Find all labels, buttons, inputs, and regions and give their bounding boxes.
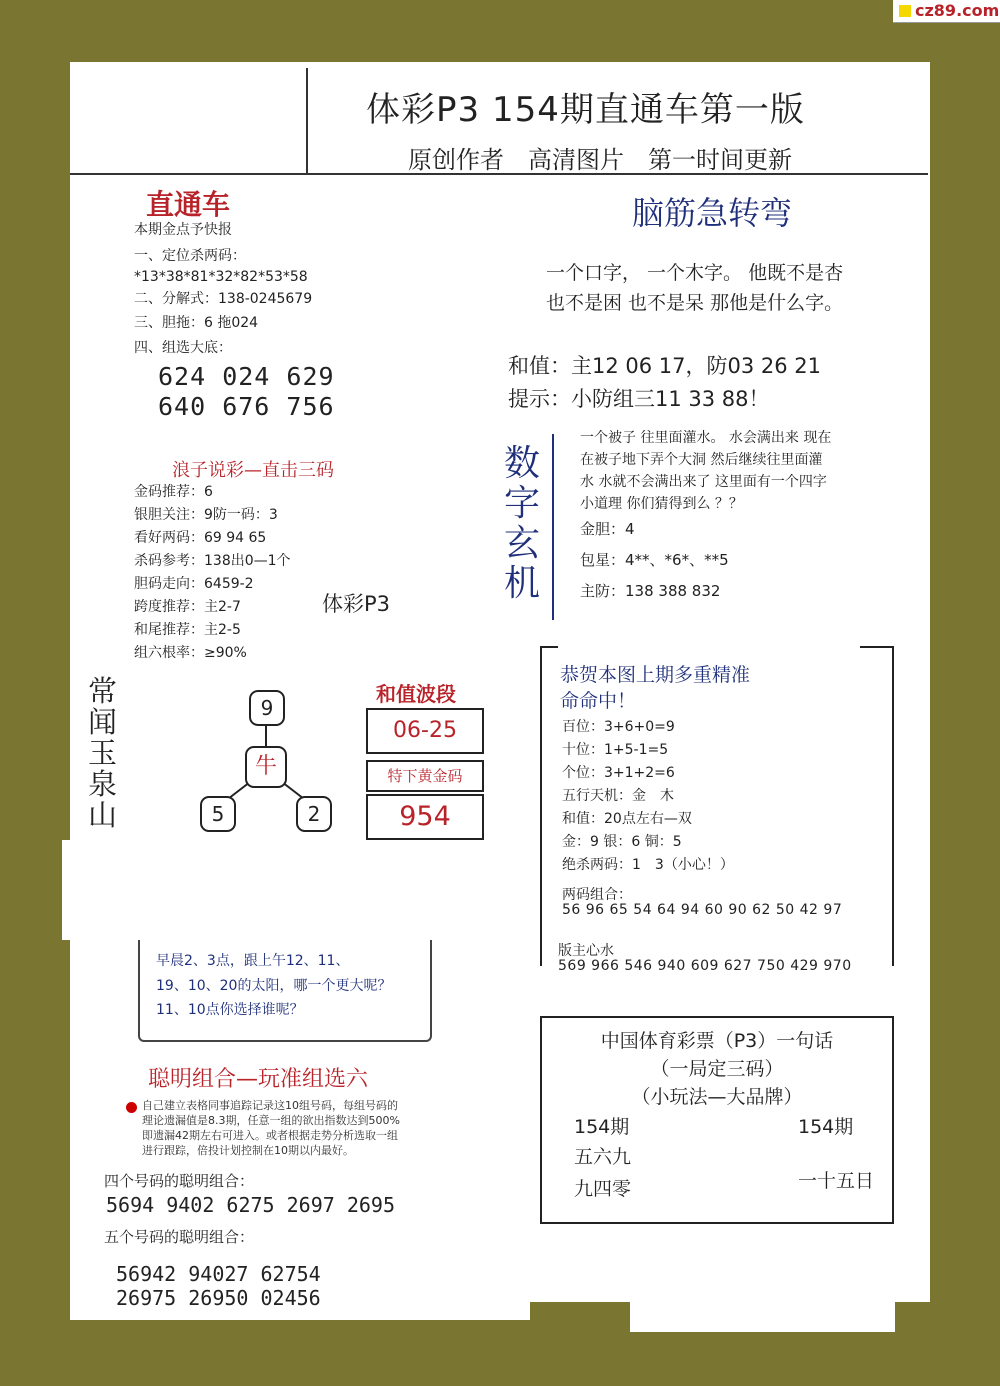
china-issue-right: 154期 [798,1116,854,1138]
badge-square-icon [899,5,911,17]
ztc-big-row1: 624 024 629 [158,362,335,391]
szxj-vertical: 数字玄机 [504,443,541,604]
china-line2: （一局定三码） [650,1058,784,1080]
lz-list [134,481,291,665]
congrats-title1: 恭贺本图上期多重精准 [560,664,751,686]
congrats-two-label: 两码组合： [562,887,632,903]
cm-five-label: 五个号码的聪明组合： [104,1228,255,1246]
congrats-item: 个位：3+1+2=6 [562,765,675,781]
congrats-item: 十位：1+5-1=5 [562,742,669,758]
gap-block [62,840,442,940]
ztc-line1-value: *13*38*81*32*82*53*58 [134,269,308,285]
lz-item: 杀码参考：138出0—1个 [134,553,291,569]
tri-top: 9 [249,690,285,726]
brain-q2: 也不是困 也不是呆 那他是什么字。 [546,292,844,314]
brain-tip: 提示：小防组三11 33 88！ [508,387,770,411]
lz-item: 和尾推荐：主2-5 [134,622,241,638]
szxj-text [580,427,831,515]
brain-hz: 和值：主12 06 17，防03 26 21 [508,354,822,378]
szxj-divider [552,434,554,620]
cm-five-row2: 26975 26950 02456 [116,1286,321,1310]
szxj-main: 主防：138 388 832 [580,582,721,600]
congrats-title2: 命命中！ [560,690,637,712]
page-title: 体彩P3 154期直通车第一版 [366,90,805,130]
congrats-item: 五行天机：金 木 [562,788,674,804]
congrats-item: 和值：20点左右—双 [562,811,692,827]
cm-four-label: 四个号码的聪明组合： [104,1172,255,1190]
china-b1: 一十五日 [798,1170,875,1192]
ztc-big-row2: 640 676 756 [158,392,335,421]
congrats-top-right [860,646,892,648]
p3-label: 体彩P3 [322,592,391,616]
hz-title: 和值波段 [376,682,456,706]
brain-q1: 一个口字， 一个木字。 他既不是杏 [546,262,844,284]
congrats-ban: 569 966 546 940 609 627 750 429 970 [558,958,852,974]
congrats-item: 百位：3+6+0=9 [562,719,675,735]
szxj-gold: 金胆：4 [580,520,635,538]
szxj-line: 小道理 你们猜得到么 ？？ [580,496,743,512]
page-subtitle: 原创作者 高清图片 第一时间更新 [408,146,792,174]
lz-title: 浪子说彩—直击三码 [172,460,334,481]
bullet-icon [126,1102,137,1113]
ztc-intro: 本期金点予快报 [134,222,232,238]
lz-item: 组六根率：≥90% [134,645,247,661]
cm-desc-line: 即遗漏42期左右可进入。或者根据走势分析选取一组 [142,1129,398,1142]
hz-special: 954 [366,794,484,840]
ztc-line1: 一、定位杀两码： [134,248,246,264]
cm-five-row1: 56942 94027 62754 [116,1262,321,1286]
lz-item: 胆码走向：6459-2 [134,576,254,592]
riddle-line1: 早晨2、3点，跟上午12、11、 [156,953,350,969]
congrats-top-left [540,646,558,648]
tri-right: 2 [296,796,332,832]
china-a1: 五六九 [574,1146,632,1168]
szxj-line: 水 水就不会满出来了 这里面有一个四字 [580,474,827,490]
lz-item: 银胆关注：9防一码：3 [134,507,278,523]
hz-range: 06-25 [366,708,484,754]
paper-right-bottom [630,1290,895,1332]
cm-title: 聪明组合—玩准组选六 [148,1067,369,1092]
china-line1: 中国体育彩票（P3）一句话 [600,1030,834,1052]
tri-center: 牛 [245,746,287,788]
hz-special-label: 特下黄金码 [366,760,484,792]
szxj-line: 在被子地下弄个大洞 然后继续往里面灌 [580,452,823,468]
cm-desc-line: 进行跟踪，倍投计划控制在10期以内最好。 [142,1144,354,1157]
badge-text: cz89.com [915,1,1000,20]
china-issue-left: 154期 [574,1116,630,1138]
tri-left: 5 [200,796,236,832]
congrats-item: 绝杀两码：1 3（小心！） [562,857,734,873]
congrats-list [562,716,734,877]
ztc-line4: 四、组选大底： [134,340,232,356]
lz-item: 跨度推荐：主2-7 [134,599,241,615]
vertical-left-text: 常闻玉泉山 [88,674,118,832]
congrats-two: 56 96 65 54 64 94 60 90 62 50 42 97 [562,902,843,918]
ztc-line3: 三、胆拖：6 拖024 [134,315,259,331]
cm-desc-line: 理论遗漏值是8.3期，任意一组的欲出指数达到500% [142,1114,400,1127]
cm-desc [142,1098,400,1158]
riddle-line2: 19、10、20的太阳，哪一个更大呢？ [156,978,392,994]
szxj-line: 一个被子 往里面灌水。 水会满出来 现在 [580,430,832,446]
site-badge[interactable] [893,0,1000,23]
cm-desc-line: 自己建立表格同事追踪记录这10组号码，每组号码的 [142,1099,398,1112]
china-a2: 九四零 [574,1178,632,1200]
szxj-star: 包星：4**、*6*、**5 [580,551,729,569]
ztc-line2: 二、分解式：138-0245679 [134,291,313,307]
lz-item: 金码推荐：6 [134,484,213,500]
ztc-title: 直通车 [146,188,231,221]
brain-title: 脑筋急转弯 [632,194,793,232]
congrats-ban-label: 版主心水 [558,943,614,959]
china-line3: （小玩法—大品牌） [631,1086,803,1108]
congrats-item: 金：9 银：6 铜：5 [562,834,682,850]
lz-item: 看好两码：69 94 65 [134,530,267,546]
riddle-line3: 11、10点你选择谁呢？ [156,1002,304,1018]
cm-four: 5694 9402 6275 2697 2695 [106,1193,395,1217]
header-divider-v [306,68,308,174]
